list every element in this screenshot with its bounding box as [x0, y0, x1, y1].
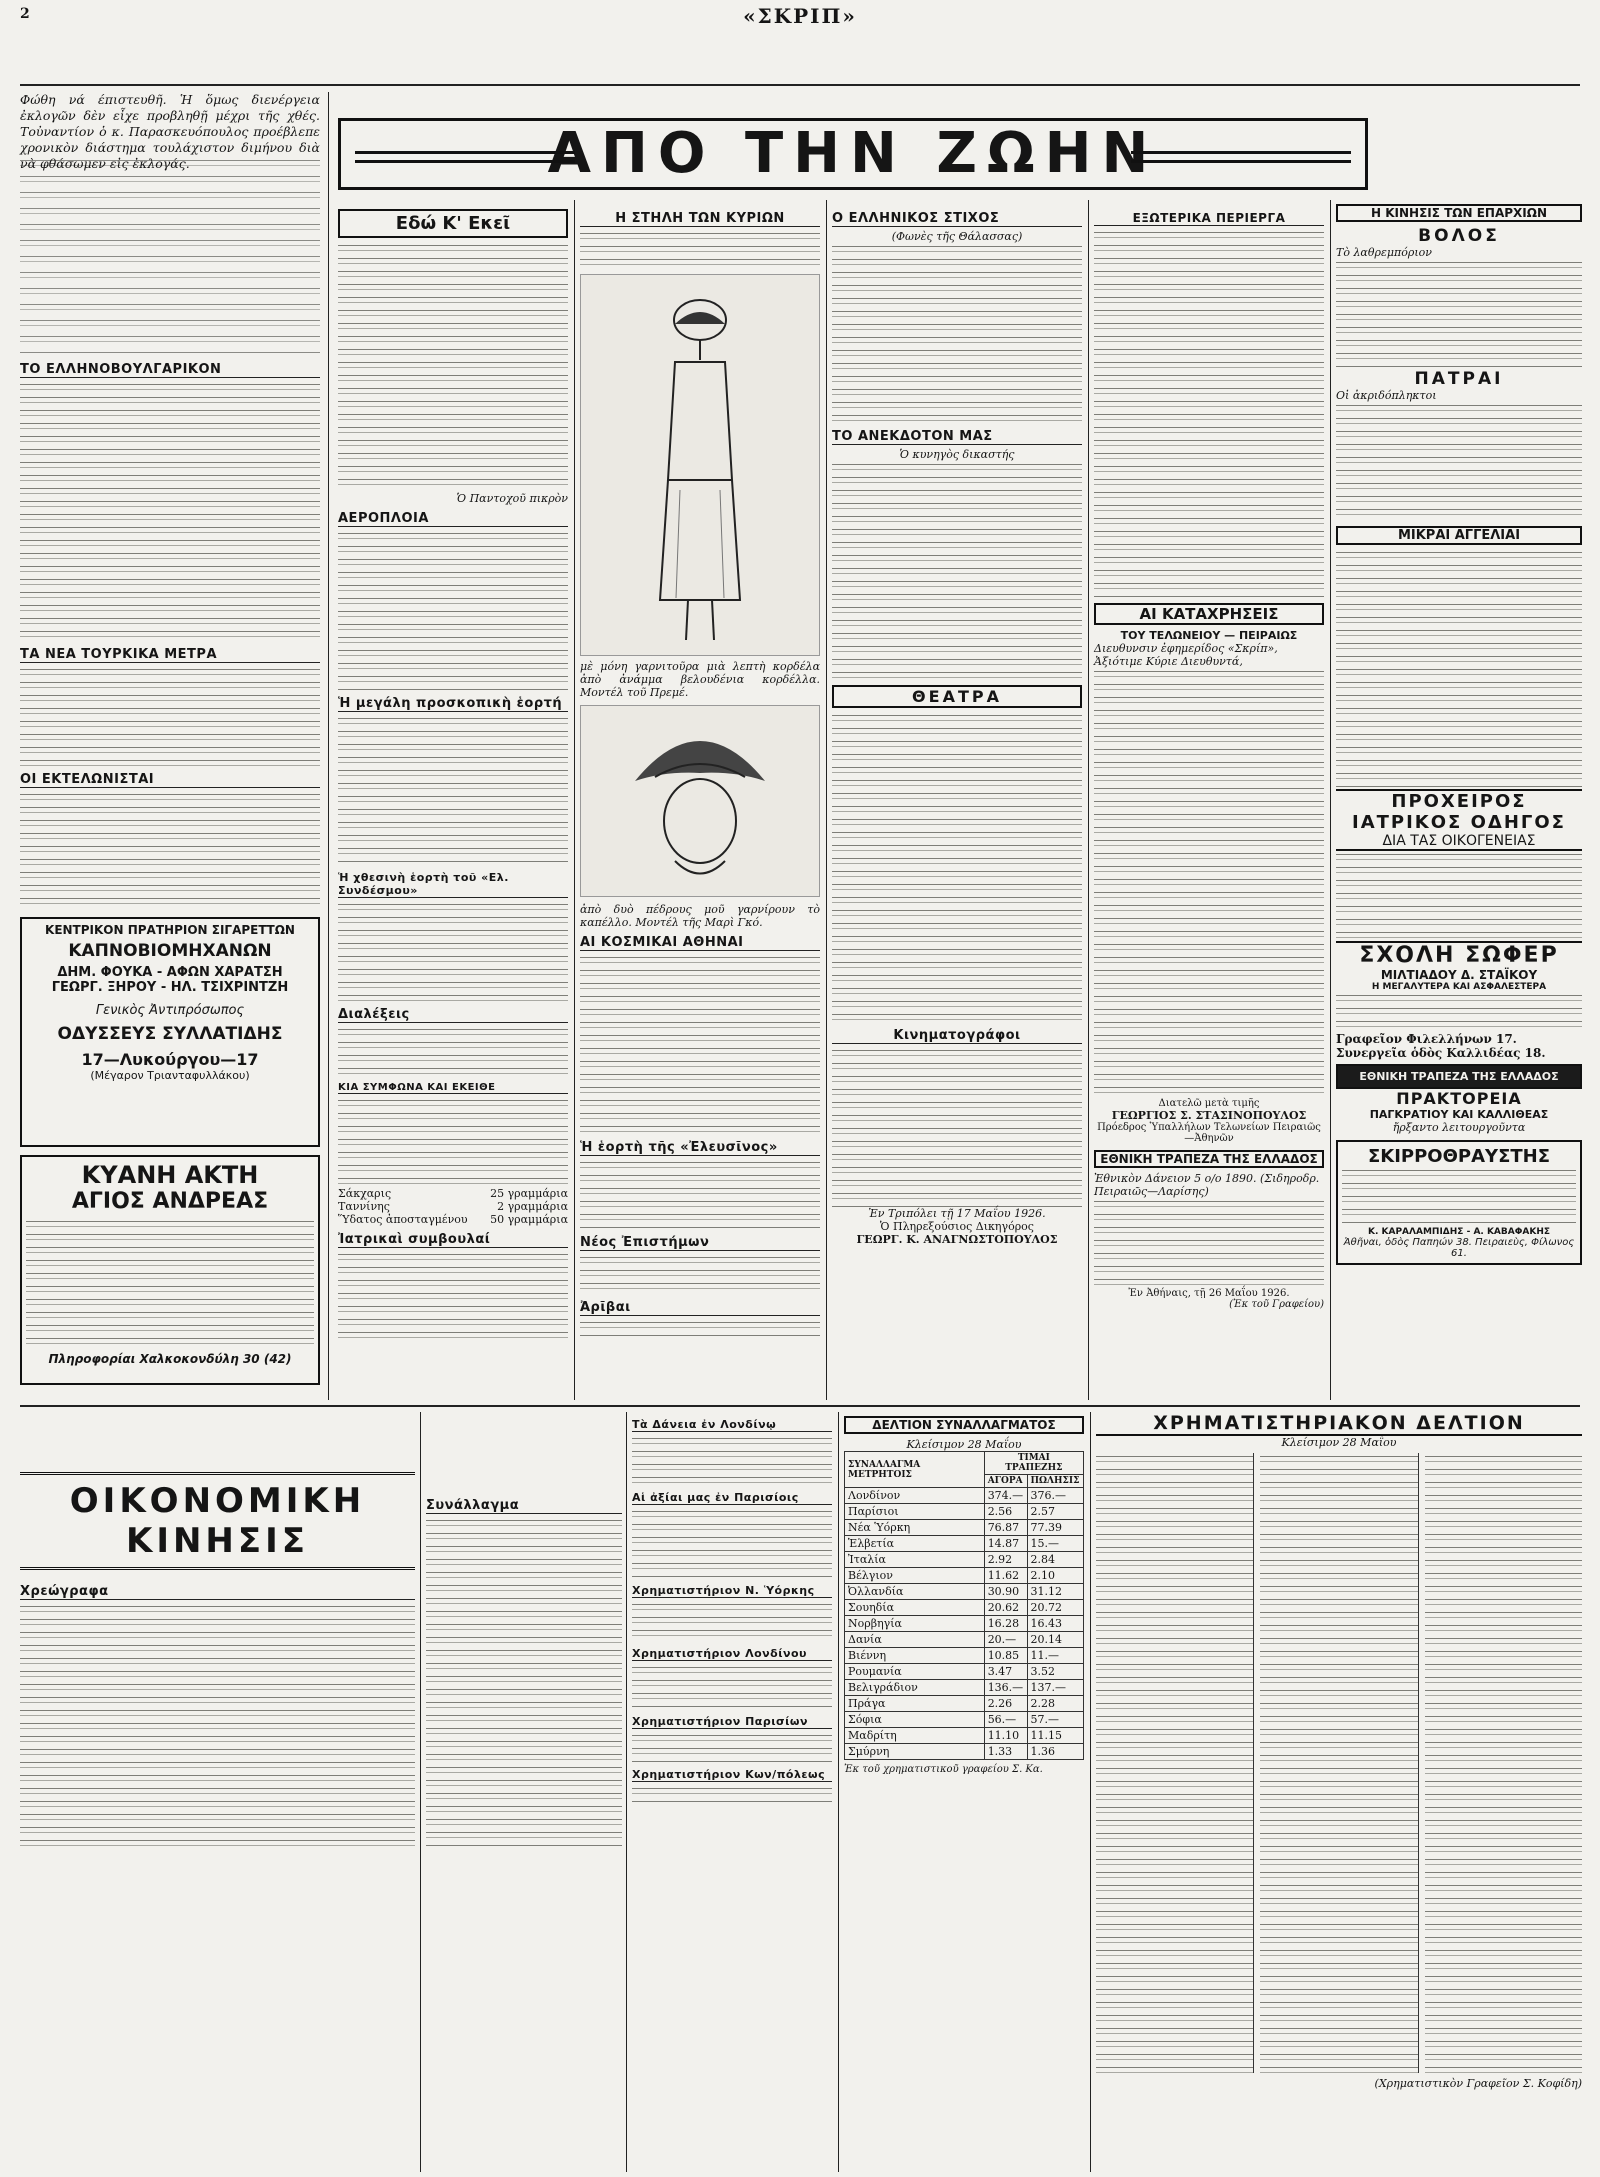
finance-markets-column	[632, 1412, 832, 2172]
city-subheading: Τὸ λαθρεμπόριον	[1336, 246, 1432, 259]
anecdote-text-block	[832, 461, 1082, 681]
letter-salutation: Ἀξιότιμε Κύριε Διευθυντά,	[1094, 655, 1243, 668]
article-text-block	[632, 1508, 832, 1578]
fx-cell: 57.—	[1027, 1712, 1083, 1728]
exchange-title: ΧΡΗΜΑΤΙΣΤΗΡΙΑΚΟΝ ΔΕΛΤΙΟΝ	[1096, 1412, 1582, 1436]
column-divider	[328, 92, 329, 1400]
article-text-block	[632, 1785, 832, 1805]
article-text-block	[632, 1664, 832, 1709]
heading-dialexeis: Διαλέξεις	[338, 1007, 568, 1023]
fx-cell: Δανία	[845, 1632, 985, 1648]
school-office: Γραφεῖον Φιλελλήνων 17.	[1336, 1032, 1517, 1046]
fx-row	[845, 1488, 1084, 1504]
ad-line: ΙΑΤΡΙΚΟΣ ΟΔΗΓΟΣ	[1352, 812, 1566, 833]
fx-cell: Νέα Ὑόρκη	[845, 1520, 985, 1536]
fx-cell: Παρίσιοι	[845, 1504, 985, 1520]
hat-figure-icon	[615, 711, 785, 891]
recipe-label: Σάκχαρις	[338, 1187, 392, 1200]
skirrothraustis-ad	[1336, 1140, 1582, 1265]
article-text-block	[20, 791, 320, 911]
ad-title: ΚΥΑΝΗ ΑΚΤΗ	[81, 1161, 259, 1189]
poem-text-block	[832, 243, 1082, 423]
fx-cell: 15.—	[1027, 1536, 1083, 1552]
heading-syndesmou: Ἡ χθεσινὴ ἑορτὴ τοῦ «Ελ. Συνδέσμου»	[338, 871, 568, 898]
heading-kosmikai: ΑΙ ΚΟΣΜΙΚΑΙ ΑΘΗΝΑΙ	[580, 935, 820, 951]
ad-title: ΣΚΙΡΡΟΘΡΑΥΣΤΗΣ	[1367, 1146, 1551, 1167]
heading-aeroploia: ΑΕΡΟΠΛΟΙΑ	[338, 511, 568, 527]
ad-text-block	[1336, 851, 1582, 941]
finance-subcolumns	[20, 1578, 415, 1853]
fx-cell: Σουηδία	[845, 1600, 985, 1616]
column-divider	[420, 1412, 421, 2172]
city-subheading: Οἱ ἀκριδόπληκτοι	[1336, 389, 1437, 402]
article-text-block	[632, 1732, 832, 1762]
ad-line: ΔΗΜ. ΦΟΥΚΑ - ΑΦΩΝ ΧΑΡΑΤΣΗ	[57, 965, 283, 980]
ad-text-block	[1342, 1167, 1576, 1227]
kyani-akti-ad	[20, 1155, 320, 1385]
heading-neos-epistimon: Νέος Ἐπιστήμων	[580, 1235, 820, 1251]
fx-cell: Βελιγράδιον	[845, 1680, 985, 1696]
fx-cell: 136.—	[984, 1680, 1027, 1696]
letter-signature: ΓΕΩΡΓΙΟΣ Σ. ΣΤΑΣΙΝΟΠΟΥΛΟΣ	[1111, 1109, 1307, 1122]
fx-table-body	[845, 1488, 1084, 1760]
fx-row	[845, 1504, 1084, 1520]
heading-edo-kekei: Εδώ Κ' Εκεῖ	[338, 209, 568, 238]
fx-cell: 1.36	[1027, 1744, 1083, 1760]
heading-ellinikos-stichos: Ο ΕΛΛΗΝΙΚΟΣ ΣΤΙΧΟΣ	[832, 211, 1082, 227]
article-text-block	[338, 1251, 568, 1341]
fx-cell: 16.28	[984, 1616, 1027, 1632]
recipe-label: Ὕδατος ἀποσταγμένου	[338, 1213, 468, 1226]
fx-title: ΔΕΛΤΙΟΝ ΣΥΝΑΛΛΑΓΜΑΤΟΣ	[844, 1416, 1084, 1434]
fx-cell: 20.72	[1027, 1600, 1083, 1616]
column-6	[1336, 200, 1582, 1400]
fx-row	[845, 1552, 1084, 1568]
fx-row	[845, 1712, 1084, 1728]
article-text-block	[580, 954, 820, 1134]
stock-exchange-bulletin	[1096, 1412, 1582, 2172]
heading-theatra: ΘΕΑΤΡΑ	[832, 685, 1082, 708]
recipe-row	[338, 1213, 568, 1226]
city-heading-patrai: ΠΑΤΡΑΙ	[1414, 369, 1504, 389]
column-divider	[1090, 1412, 1091, 2172]
masthead	[0, 0, 1600, 92]
column-divider	[574, 200, 575, 1400]
ad-footer: Πληροφορίαι Χαλκοκονδύλη 30 (42)	[48, 1352, 292, 1366]
fx-cell: Βέλγιον	[845, 1568, 985, 1584]
heading-katachriseis: ΑΙ ΚΑΤΑΧΡΗΣΕΙΣ	[1094, 603, 1324, 625]
bank-sub-line: ΠΑΓΚΡΑΤΙΟΥ ΚΑΙ ΚΑΛΛΙΘΕΑΣ	[1369, 1108, 1549, 1121]
school-garage: Συνεργεῖα ὁδὸς Καλλιδέας 18.	[1336, 1046, 1546, 1060]
heading-kinisis-eparchion: Η ΚΙΝΗΣΙΣ ΤΩΝ ΕΠΑΡΧΙΩΝ	[1336, 204, 1582, 222]
fx-row	[845, 1728, 1084, 1744]
column-4	[832, 205, 1082, 1400]
fx-cell: 10.85	[984, 1648, 1027, 1664]
article-text-block	[1336, 402, 1582, 522]
column-divider	[626, 1412, 627, 2172]
heading-chreografa: Χρεώγραφα	[20, 1584, 415, 1600]
fx-cell: 77.39	[1027, 1520, 1083, 1536]
fx-note: Ἐκ τοῦ χρηματιστικοῦ γραφείου Σ. Κα.	[844, 1764, 1043, 1775]
fx-cell: 14.87	[984, 1536, 1027, 1552]
heading-axiai-parisi: Αἱ ἀξίαι μας ἐν Παρισίοις	[632, 1491, 832, 1505]
fx-cell: 2.56	[984, 1504, 1027, 1520]
fx-cell: 1.33	[984, 1744, 1027, 1760]
fx-row	[845, 1536, 1084, 1552]
article-text-block	[632, 1601, 832, 1641]
page-number: 2	[20, 6, 30, 22]
heading-mikrai-aggeliai: ΜΙΚΡΑΙ ΑΓΓΕΛΙΑΙ	[1336, 526, 1582, 545]
fx-bulletin	[844, 1412, 1084, 2172]
fx-row	[845, 1696, 1084, 1712]
fashion-illustration-hat	[580, 705, 820, 897]
heading-parision: Χρηματιστήριον Παρισίων	[632, 1715, 832, 1729]
signature-role: Ὁ Πληρεξούσιος Δικηγόρος	[880, 1220, 1034, 1233]
fx-cell: 11.10	[984, 1728, 1027, 1744]
finance-exchange-column	[426, 1412, 622, 2172]
fx-cell: 2.84	[1027, 1552, 1083, 1568]
article-text-block	[580, 230, 820, 270]
banner-title: ΑΠΟ ΤΗΝ ΖΩΗΝ	[338, 118, 1368, 190]
fx-row	[845, 1632, 1084, 1648]
fx-cell: 11.15	[1027, 1728, 1083, 1744]
article-text-block	[338, 715, 568, 865]
recipe-label: Ταννίνης	[338, 1200, 390, 1213]
anecdote-subtitle: Ὁ κυνηγὸς δικαστής	[899, 448, 1015, 461]
article-text-block	[20, 156, 320, 356]
fx-cell: Μαδρίτη	[845, 1728, 985, 1744]
recipe-row	[338, 1200, 568, 1213]
fx-cell: Νορβηγία	[845, 1616, 985, 1632]
heading-londinou: Χρηματιστήριον Λονδίνου	[632, 1647, 832, 1661]
fx-cell: 20.—	[984, 1632, 1027, 1648]
fx-col-header: ΤΙΜΑΙ ΤΡΑΠΕΖΗΣ	[984, 1452, 1083, 1475]
fx-row	[845, 1568, 1084, 1584]
fx-cell: 30.90	[984, 1584, 1027, 1600]
fx-row	[845, 1600, 1084, 1616]
bank-notice-source: (Ἐκ τοῦ Γραφείου)	[1229, 1299, 1324, 1310]
fx-cell: Ἑλβετία	[845, 1536, 985, 1552]
ad-line: ΠΡΟΧΕΙΡΟΣ	[1391, 791, 1527, 812]
letter-signature-title: Πρόεδρος Ὑπαλλήλων Τελωνείων Πειραιῶς—Ἀθηνῶν	[1097, 1122, 1321, 1144]
fx-cell: Βιέννη	[845, 1648, 985, 1664]
date-line: Ἐν Τριπόλει τῇ 17 Μαΐου 1926.	[868, 1207, 1046, 1220]
exchange-listing	[1260, 1453, 1418, 2073]
finance-left	[20, 1412, 415, 2172]
exchange-listing	[1096, 1453, 1254, 2073]
article-text-block	[426, 1517, 622, 1847]
article-text-block	[338, 530, 568, 690]
heading-symfona: ΚΙΑ ΣΥΜΦΩΝΑ ΚΑΙ ΕΚΕΙΘΕ	[338, 1082, 568, 1094]
fx-cell: Ὀλλανδία	[845, 1584, 985, 1600]
bank-banner: ΕΘΝΙΚΗ ΤΡΑΠΕΖΑ ΤΗΣ ΕΛΛΑΔΟΣ	[1336, 1064, 1582, 1089]
heading-proskopiki-eorti: Ἡ μεγάλη προσκοπικὴ ἑορτή	[338, 696, 568, 712]
fx-row	[845, 1616, 1084, 1632]
bank-loan-line: Ἐθνικὸν Δάνειον 5 ο/ο 1890. (Σιδηροδρ. Πειραιῶς—Λαρίσης)	[1094, 1172, 1320, 1198]
article-text-block	[338, 242, 568, 492]
bank-notice-text	[1094, 1198, 1324, 1288]
ad-building: (Μέγαρον Τριανταφυλλάκου)	[90, 1069, 250, 1082]
ad-subtitle: ΑΓΙΟΣ ΑΝΔΡΕΑΣ	[71, 1189, 269, 1214]
article-text-block	[338, 1026, 568, 1076]
theatre-listings	[832, 712, 1082, 1022]
column-divider	[838, 1412, 839, 2172]
bank-notice-title: ΕΘΝΙΚΗ ΤΡΑΠΕΖΑ ΤΗΣ ΕΛΛΑΔΟΣ	[1094, 1150, 1324, 1168]
fx-cell: Ἰταλία	[845, 1552, 985, 1568]
bank-sub-line: ἤρξαντο λειτουργοῦντα	[1392, 1121, 1526, 1134]
fx-row	[845, 1584, 1084, 1600]
fx-row	[845, 1680, 1084, 1696]
heading-teloneiou: ΤΟΥ ΤΕΛΩΝΕΙΟΥ — ΠΕΙΡΑΙΩΣ	[1120, 629, 1298, 642]
heading-exoterika: ΕΞΩΤΕΡΙΚΑ ΠΕΡΙΕΡΓΑ	[1094, 211, 1324, 226]
paper-name: «ΣΚΡΙΠ»	[743, 4, 857, 28]
fx-col-header: ΠΩΛΗΣΙΣ	[1027, 1475, 1083, 1488]
ad-sellers: Κ. ΚΑΡΑΛΑΜΠΙΔΗΣ - Α. ΚΑΒΑΦΑΚΗΣ	[1368, 1227, 1550, 1237]
securities-column	[20, 1578, 415, 1853]
heading-ektelonistai: ΟΙ ΕΚΤΕΛΩΝΙΣΤΑΙ	[20, 772, 320, 788]
masthead-rule	[20, 84, 1580, 86]
section-rule	[20, 1405, 1580, 1407]
bank-notice-date: Ἐν Ἀθήναις, τῇ 26 Μαΐου 1926.	[1128, 1288, 1290, 1299]
heading-scholi-sofer: ΣΧΟΛΗ ΣΩΦΕΡ	[1336, 941, 1582, 968]
heading-n-yorki: Χρηματιστήριον Ν. Ὑόρκης	[632, 1584, 832, 1598]
caption-dress: μὲ μόνη γαρνιτοῦρα μιὰ λεπτὴ κορδέλα ἀπὸ ἀνάμμα βελουδένια κορδέλλα. Μοντέλ τοῦ Πρεμέ.	[580, 660, 820, 699]
opening-paragraph: Φώθη νά έπιστευθῆ. Ἡ ὅμως διενέργεια ἐκλογῶν δὲν εἶχε προβληθῇ μέχρι τῆς χθές. Τοὐναντίον ὁ κ. Παρασκευόπουλος προέβλεπε χρονικὸν διάστημα τουλάχιστον διμήνου διὰ νὰ φθάσωμεν εἰς ἐκλογάς.	[20, 92, 320, 171]
heading-stili-kyrion: Η ΣΤΗΛΗ ΤΩΝ ΚΥΡΙΩΝ	[580, 211, 820, 227]
article-text-block	[632, 1435, 832, 1485]
school-owner: ΜΙΛΤΙΑΔΟΥ Δ. ΣΤΑΪΚΟΥ	[1380, 968, 1538, 982]
article-text-block	[20, 1603, 415, 1853]
letter-address: Διευθυνσιν ἐφημερίδος «Σκρίπ»,	[1094, 642, 1278, 655]
ad-agent-name: ΟΔΥΣΣΕΥΣ ΣΥΛΛΑΤΙΔΗΣ	[57, 1024, 283, 1044]
fx-cell: 2.92	[984, 1552, 1027, 1568]
article-text-block	[338, 901, 568, 1001]
medical-guide-ad	[1336, 789, 1582, 851]
finance-title-frame	[20, 1472, 415, 1570]
heading-eleusinos: Ἡ ἑορτὴ τῆς «Ἐλευσῖνος»	[580, 1140, 820, 1156]
fx-row	[845, 1664, 1084, 1680]
fx-cell: 11.—	[1027, 1648, 1083, 1664]
fx-cell: 3.47	[984, 1664, 1027, 1680]
fx-cell: 20.62	[984, 1600, 1027, 1616]
exchange-columns	[1096, 1453, 1582, 2073]
fx-col-header: ΑΓΟΡΑ	[984, 1475, 1027, 1488]
exchange-subtitle: Κλείσιμον 28 Μαΐου	[1281, 1436, 1397, 1449]
heading-tourkika-metra: ΤΑ ΝΕΑ ΤΟΥΡΚΙΚΑ ΜΕΤΡΑ	[20, 647, 320, 663]
fx-cell: 31.12	[1027, 1584, 1083, 1600]
column-divider	[1330, 200, 1331, 1400]
city-heading-volos: ΒΟΛΟΣ	[1418, 226, 1500, 246]
cinema-listings	[832, 1047, 1082, 1207]
fx-cell: Λονδίνον	[845, 1488, 985, 1504]
dress-figure-icon	[620, 280, 780, 650]
fx-cell: 2.26	[984, 1696, 1027, 1712]
fx-cell: 16.43	[1027, 1616, 1083, 1632]
recipe-value: 50 γραμμάρια	[490, 1213, 568, 1226]
ad-address: 17—Λυκούργου—17	[81, 1050, 259, 1069]
article-text-block	[580, 1159, 820, 1229]
fx-subtitle: Κλείσιμον 28 Μαΐου	[906, 1438, 1022, 1451]
ad-text-block	[1336, 992, 1582, 1032]
heading-synallagma: Συνάλλαγμα	[426, 1498, 622, 1514]
poem-subtitle: (Φωνὲς τῆς Θάλασσας)	[891, 230, 1023, 243]
exchange-footer: (Χρηματιστικὸν Γραφεῖον Σ. Κοφίδη)	[1374, 2077, 1582, 2090]
classifieds-block	[1336, 549, 1582, 789]
article-text-block	[1336, 259, 1582, 369]
fx-cell: 2.57	[1027, 1504, 1083, 1520]
fashion-illustration-dress	[580, 274, 820, 656]
heading-ellinovoulgarikon: ΤΟ ΕΛΛΗΝΟΒΟΥΛΓΑΡΙΚΟΝ	[20, 362, 320, 378]
column-divider	[826, 200, 827, 1400]
article-text-block	[1094, 229, 1324, 599]
fx-cell: 2.28	[1027, 1696, 1083, 1712]
letter-text-block	[1094, 668, 1324, 1098]
signature: Ὁ Παντοχοῦ πικρὸν	[456, 492, 568, 505]
fx-row	[845, 1648, 1084, 1664]
fx-cell: 11.62	[984, 1568, 1027, 1584]
ad-text-block	[26, 1218, 314, 1348]
fx-row	[845, 1520, 1084, 1536]
signature-name: ΓΕΩΡΓ. Κ. ΑΝΑΓΝΩΣΤΟΠΟΥΛΟΣ	[856, 1233, 1058, 1246]
article-text-block	[20, 666, 320, 766]
finance-section-title: ΟΙΚΟΝΟΜΙΚΗ ΚΙΝΗΣΙΣ	[69, 1481, 366, 1561]
recipe-value: 2 γραμμάρια	[497, 1200, 568, 1213]
column-1	[20, 92, 320, 1400]
fx-cell: 374.—	[984, 1488, 1027, 1504]
letter-closing: Διατελῶ μετὰ τιμῆς	[1158, 1098, 1260, 1109]
heading-arivai: Ἀρῖβαι	[580, 1300, 820, 1316]
fx-cell: Σμύρνη	[845, 1744, 985, 1760]
recipe-value: 25 γραμμάρια	[490, 1187, 568, 1200]
ad-line: ΔΙΑ ΤΑΣ ΟΙΚΟΓΕΝΕΙΑΣ	[1382, 833, 1536, 849]
article-text-block	[338, 1097, 568, 1187]
fx-cell: 20.14	[1027, 1632, 1083, 1648]
fx-cell: 3.52	[1027, 1664, 1083, 1680]
caption-hat: ἀπὸ δυὸ πέδρους μοῦ γαρνίρουν τὸ καπέλλο. Μοντέλ τῆς Μαρὶ Γκό.	[580, 903, 820, 929]
ad-agent-label: Γενικὸς Ἀντιπρόσωπος	[95, 1003, 245, 1018]
heading-kon-poleos: Χρηματιστήριον Κων/πόλεως	[632, 1768, 832, 1782]
ad-line: ΚΕΝΤΡΙΚΟΝ ΠΡΑΤΗΡΙΟΝ ΣΙΓΑΡΕΤΤΩΝ	[45, 923, 295, 937]
fx-cell: 137.—	[1027, 1680, 1083, 1696]
column-2	[338, 205, 568, 1400]
fx-cell: 76.87	[984, 1520, 1027, 1536]
fx-col-header: ΣΥΝΑΛΛΑΓΜΑ ΜΕΤΡΗΤΟΙΣ	[845, 1452, 985, 1488]
fx-row	[845, 1744, 1084, 1760]
exchange-listing	[1425, 1453, 1582, 2073]
ad-line: ΓΕΩΡΓ. ΞΗΡΟΥ - ΗΛ. ΤΣΙΧΡΙΝΤΖΗ	[51, 980, 289, 995]
recipe-row	[338, 1187, 568, 1200]
cigarette-ad	[20, 917, 320, 1147]
school-note: Η ΜΕΓΑΛΥΤΕΡΑ ΚΑΙ ΑΣΦΑΛΕΣΤΕΡΑ	[1371, 982, 1547, 992]
fx-table	[844, 1451, 1084, 1760]
heading-anekdoton: ΤΟ ΑΝΕΚΔΟΤΟΝ ΜΑΣ	[832, 429, 1082, 445]
column-divider	[1088, 200, 1089, 1400]
bank-sub-line: ΠΡΑΚΤΟΡΕΙΑ	[1396, 1089, 1522, 1108]
fx-cell: 376.—	[1027, 1488, 1083, 1504]
article-text-block	[580, 1254, 820, 1294]
fx-cell: 56.—	[984, 1712, 1027, 1728]
column-3	[580, 205, 820, 1400]
heading-daneia-londino: Τὰ Δάνεια ἐν Λονδίνῳ	[632, 1418, 832, 1432]
article-text-block	[580, 1319, 820, 1339]
heading-kinimatografoi: Κινηματογράφοι	[832, 1028, 1082, 1044]
fx-cell: 2.10	[1027, 1568, 1083, 1584]
heading-iatrikai: Ἰατρικαὶ συμβουλαί	[338, 1232, 568, 1248]
ad-line: ΚΑΠΝΟΒΙΟΜΗΧΑΝΩΝ	[68, 941, 272, 961]
fx-cell: Πράγα	[845, 1696, 985, 1712]
article-text-block	[20, 381, 320, 641]
column-5	[1094, 205, 1324, 1400]
fx-cell: Σόφια	[845, 1712, 985, 1728]
ad-address: Ἀθῆναι, ὁδὸς Παπηών 38. Πειραιεὺς, Φίλωνος 61.	[1343, 1237, 1575, 1259]
fx-cell: Ρουμανία	[845, 1664, 985, 1680]
